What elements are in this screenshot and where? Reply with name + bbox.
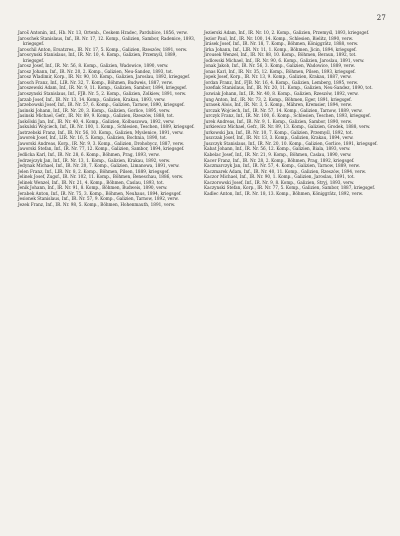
list-entry: Jonas Karl, Inf., IR. Nr. 35, 12. Komp., Böhmen, Pilsen, 1893, kriegsgef. (204, 68, 356, 74)
list-entry: Jedlicka Karl, Inf., IR. Nr. 28, 6. Komp., Böhmen, Prag, 1893, verw. (18, 152, 160, 158)
list-entry: Jirousek Wenzel, Inf., IR. Nr. 88, 10. Komp., Böhmen, Beraun, 1892, tot. (204, 52, 357, 58)
list-entry: Jedynak Michael, Inf., IR. Nr. 20, 7. Komp., Galizien, Limanowa, 1891, verw. (18, 163, 180, 169)
column-right (204, 30, 382, 196)
list-entry: Jodlowski Michael, Inf., IR. Nr. 90, 6. Komp., Galizien, Jaroslau, 1891, verw. (204, 57, 365, 63)
list-entry: Kabat Johann, Inf., IR. Nr. 56, 12. Komp., Galizien, Biala, 1893, verw. (204, 146, 351, 152)
list-entry: Jenik Johann, Inf., IR. Nr. 91, 8. Komp., Böhmen, Budweis, 1890, verw. (18, 185, 168, 191)
list-entry: Jasinski Michael, Gefr., IR. Nr. 89, 9. Komp., Galizien, Rzeszów, 1888, tot. (18, 113, 175, 119)
list-entry: Jaworski Andreas, Korp., IR. Nr. 9, 3. Komp., Galizien, Drohobycz, 1887, verw. (18, 140, 185, 146)
list-entry: Kadlec Anton, Inf., IR. Nr. 18, 13. Komp., Böhmen, Königgrätz, 1892, verw. (204, 190, 363, 196)
list-entry: Jesionek Stanislaus, Inf., IR. Nr. 57, 9. Komp., Galizien, Tarnow, 1892, verw. (18, 196, 179, 202)
list-entry: Jaroschek Stanislaus, Inf., IR. Nr. 17, 12. Komp., Galizien, Sambor, Radenice, 1893, kriegsgef. (18, 35, 196, 47)
list-entry: Jurczyk Franz, Inf., IR. Nr. 100, 6. Komp., Schlesien, Teschen, 1893, kriegsgef. (204, 113, 371, 119)
list-entry: Jurkowski Jan, Inf., IR. Nr. 10, 7. Komp., Galizien, Przemyśl, 1892, tot. (204, 129, 353, 135)
list-entry: Jelen Franz, Inf., LIR. Nr. 8, 2. Komp., Böhmen, Pilsen, 1889, kriegsgef. (18, 168, 170, 174)
list-entry: Jurek Andreas, Inf., IR. Nr. 9, 1. Komp., Galizien, Sambor, 1890, verw. (204, 118, 353, 124)
list-entry: Jirásek Josef, Inf., IR. Nr. 18, 7. Komp., Böhmen, Königgrätz, 1888, verw. (204, 41, 359, 47)
page-number: 27 (376, 14, 386, 22)
list-entry: Jarosch Franz, Inf., LIR. Nr. 32, 7. Komp., Böhmen, Budweis, 1887, verw. (18, 79, 173, 85)
list-entry: Jezierski Adam, Inf., IR. Nr. 10, 2. Komp., Galizien, Przemyśl, 1893, kriegsgef. (204, 30, 370, 35)
list-entry: Juszczyk Stanislaus, Inf., IR. Nr. 20, 10. Komp., Galizien, Gorlice, 1891, kriegsgef. (204, 140, 378, 146)
list-entry: Jedrzejczyk Jan, Inf., IR. Nr. 13, 1. Komp., Galizien, Krakau, 1892, verw. (18, 157, 171, 163)
list-entry: Jurasek Alois, Inf., IR. Nr. 3, 5. Komp., Mähren, Kremsier, 1894, verw. (204, 102, 352, 108)
list-entry: Jirka Johann, Inf., LIR. Nr. 11, 1. Komp., Böhmen, Jicin, 1894, kriegsgef. (204, 46, 357, 52)
list-entry: Kaczorowski Josef, Inf., IR. Nr. 9, 8. Komp., Galizien, Stryj, 1893, verw. (204, 179, 355, 185)
list-entry: Jarosz Johann, Inf., IR. Nr. 20, 2. Komp., Galizien, Neu-Sandez, 1893, tot. (18, 68, 174, 74)
list-entry: Jarosz Wladimir, Korp., IR. Nr. 90, 10. Komp., Galizien, Jaroslau, 1892, kriegsgef. (18, 74, 191, 80)
list-entry: Jonak Jakob, Inf., IR. Nr. 56, 3. Komp., Galizien, Wadowice, 1889, verw. (204, 63, 355, 69)
list-entry: Jaroszynski Stanislaus, Inf., FJB. Nr. 5, 2. Komp., Galizien, Zolkiew, 1891, verw. (18, 91, 187, 97)
list-entry: Jaroš Antonín, inf., Hb. Nr. 13, Ortenb., Ceskem Hradec, Pardubice, 1856, verw. (18, 30, 188, 35)
list-entry: Jarzab Josef, Inf., IR. Nr. 13, 14. Komp., Galizien, Krakau, 1893, verw. (18, 96, 166, 102)
list-entry: Jastrzebski Franz, Inf., IR. Nr. 56, 10. Komp., Galizien, Myslenice, 1891, verw. (18, 129, 184, 135)
list-entry: Jaroscynski Stanislaus, Inf., IR. Nr. 10, 4. Komp., Galizien, Przemyśl, 1889, kriegsgef. (18, 52, 177, 63)
list-entry: Jaroszewski Adam, Inf., IR. Nr. 9, 11. Komp., Galizien, Sambor, 1894, kriegsgef. (18, 85, 187, 91)
list-entry: Kacer Franz, Inf., IR. Nr. 28, 2. Komp., Böhmen, Prag, 1892, kriegsgef. (204, 157, 355, 163)
list-entry: Kaczmarek Adam, Inf., IR. Nr. 40, 11. Komp., Galizien, Rzeszów, 1894, verw. (204, 168, 367, 174)
list-entry: Jelinek Josef, Zugsf., IR. Nr. 102, 11. Komp., Böhmen, Beneschau, 1886, verw. (18, 174, 184, 180)
list-entry: Jurkiewicz Michael, Gefr., IR. Nr. 89, 13. Komp., Galizien, Grodek, 1888, verw. (204, 124, 371, 130)
list-entry: Jaworek Josef, Inf., LIR. Nr. 16, 5. Komp., Galizien, Bochnia, 1890, tot. (18, 135, 168, 141)
list-entry: Jozefiak Stanislaus, Inf., IR. Nr. 20, 11. Komp., Galizien, Neu-Sandez, 1890, tot. (204, 85, 373, 91)
list-entry: Jarzebowski Josef, Inf., IR. Nr. 57, 6. Komp., Galizien, Tarnow, 1890, kriegsgef. (18, 102, 185, 108)
list-entry: Jaroschil Anton, Ersatzres., IR. Nr. 17, 5. Komp., Galizien, Rzeszów, 1891, verw. (18, 46, 188, 52)
list-entry: Jerabek Anton, Inf., IR. Nr. 75, 3. Komp., Böhmen, Neuhaus, 1894, kriegsgef. (18, 190, 182, 196)
list-entry: Jaworski Stefan, Inf., IR. Nr. 77, 12. Komp., Galizien, Sambor, 1894, kriegsgef. (18, 146, 185, 152)
list-entry: Jopek Josef, Korp., IR. Nr. 13, 9. Komp., Galizien, Krakau, 1887, verw. (204, 74, 352, 80)
list-entry: Jung Anton, Inf., IR. Nr. 73, 2. Komp., Böhmen, Eger, 1891, kriegsgef. (204, 96, 352, 102)
list-entry: Kaczmarczyk Jan, Inf., IR. Nr. 57, 4. Komp., Galizien, Tarnow, 1889, verw. (204, 163, 360, 169)
list-entry: Kaczynski Stefan, Korp., IR. Nr. 77, 5. Komp., Galizien, Sambor, 1887, kriegsgef. (204, 185, 376, 191)
list-entry: Jaskulski Wojciech, Inf., IR. Nr. 100, 1. Komp., Schlesien, Teschen, 1889, kriegsgef. (18, 124, 195, 130)
list-entry: Kabelac Josef, Inf., IR. Nr. 21, 9. Komp., Böhmen, Caslau, 1890, verw. (204, 152, 352, 158)
list-entry: Jurczak Wojciech, Inf., IR. Nr. 57, 14. Komp., Galizien, Tarnow, 1889, verw. (204, 107, 363, 113)
list-entry: Jozwiak Johann, Inf., IR. Nr. 40, 8. Komp., Galizien, Rzeszów, 1892, verw. (204, 91, 359, 97)
list-entry: Jasinski Johann, Inf., IR. Nr. 20, 3. Komp., Galizien, Gorlice, 1895, verw. (18, 107, 171, 113)
list-entry: Jelinek Wenzel, Inf., IR. Nr. 21, 4. Komp., Böhmen, Caslau, 1893, tot. (18, 179, 164, 185)
list-entry: Jezek Franz, Inf., IR. Nr. 98, 5. Komp., Böhmen, Hohenmauth, 1891, verw. (18, 201, 176, 207)
list-entry: Jezior Paul, Inf., IR. Nr. 100, 14. Komp., Schlesien, Bielitz, 1890, verw. (204, 35, 354, 41)
list-entry: Jordan Franz, Inf., FJB. Nr. 16, 4. Komp., Galizien, Lemberg, 1895, verw. (204, 79, 359, 85)
column-left (18, 30, 196, 208)
list-entry: Jaskólski Jan, Inf., IR. Nr. 40, 4. Komp., Galizien, Kolbuszowa, 1892, verw. (18, 118, 175, 124)
list-entry: Juszczak Josef, Inf., IR. Nr. 13, 3. Komp., Galizien, Krakau, 1894, verw. (204, 135, 354, 141)
list-entry: Jarosz Josef, Inf., IR. Nr. 56, 8. Komp., Galizien, Wadowice, 1890, verw. (18, 63, 169, 69)
list-entry: Kaczor Michael, Inf., IR. Nr. 90, 1. Komp., Galizien, Jaroslau, 1891, tot. (204, 174, 355, 180)
